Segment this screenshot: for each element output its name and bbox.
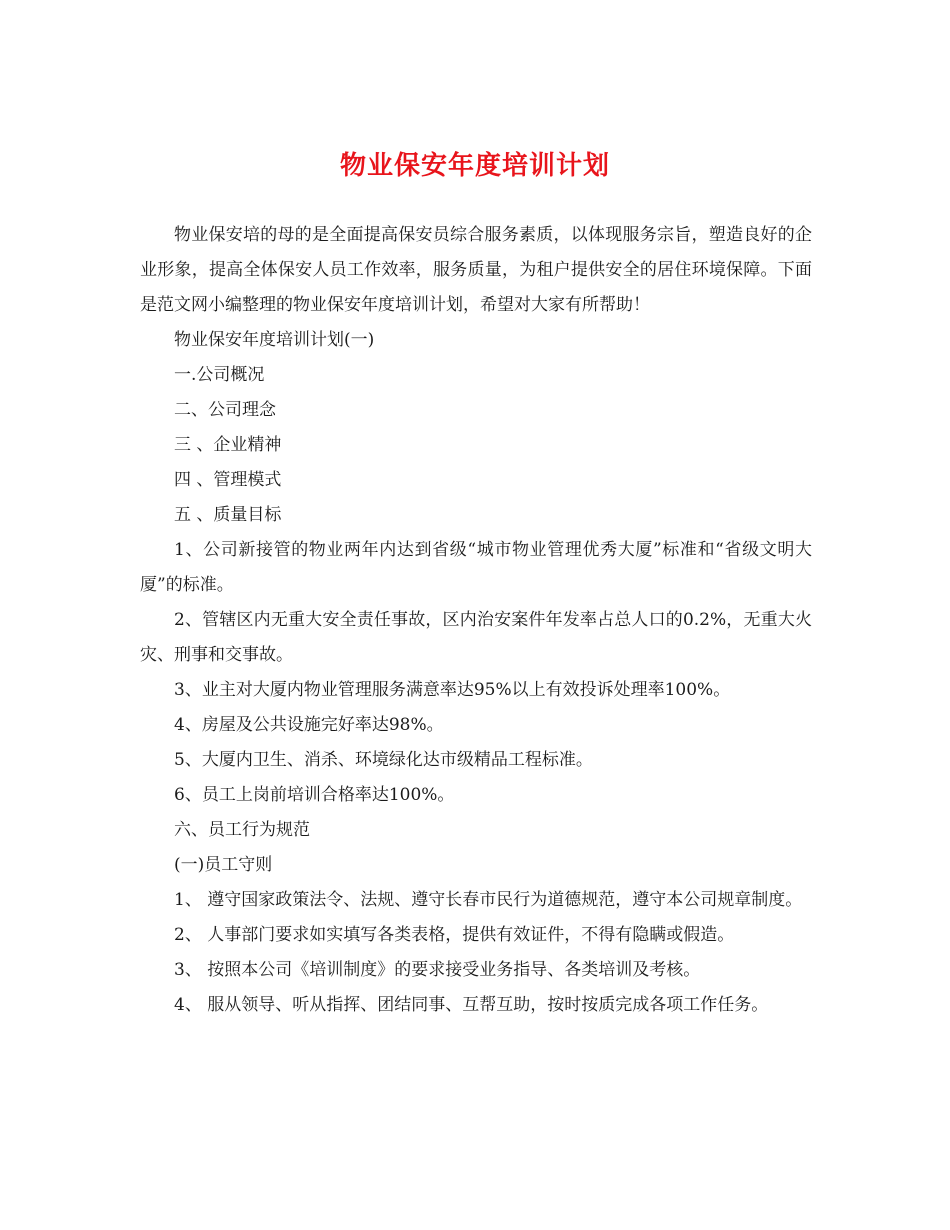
outline-item: 三 、企业精神 <box>174 435 282 455</box>
outline-item: 六、员工行为规范 <box>174 820 310 840</box>
rule-item: 3、 按照本公司《培训制度》的要求接受业务指导、各类培训及考核。 <box>174 960 701 980</box>
quality-goal-item: 2、管辖区内无重大安全责任事故，区内治安案件年发率占总人口的0.2%，无重大火灾、刑事和交事故。 <box>140 610 812 665</box>
quality-goal-item: 3、业主对大厦内物业管理服务满意率达95%以上有效投诉处理率100%。 <box>174 680 731 700</box>
document-title: 物业保安年度培训计划 <box>339 151 610 181</box>
outline-item: 二、公司理念 <box>174 400 276 420</box>
section-heading: 物业保安年度培训计划(一) <box>174 330 375 350</box>
quality-goal-item: 1、公司新接管的物业两年内达到省级“城市物业管理优秀大厦”标准和“省级文明大厦”的标准。 <box>140 540 812 595</box>
rule-item: 4、 服从领导、听从指挥、团结同事、互帮互助，按时按质完成各项工作任务。 <box>174 995 769 1015</box>
quality-goal-item: 4、房屋及公共设施完好率达98%。 <box>174 715 444 735</box>
rule-item: 1、 遵守国家政策法令、法规、遵守长春市民行为道德规范，遵守本公司规章制度。 <box>174 890 803 910</box>
sub-heading: (一)员工守则 <box>174 855 273 875</box>
document-body <box>140 218 812 1023</box>
rule-item: 2、 人事部门要求如实填写各类表格，提供有效证件，不得有隐瞒或假造。 <box>174 925 735 945</box>
quality-goal-item: 5、大厦内卫生、消杀、环境绿化达市级精品工程标准。 <box>174 750 593 770</box>
outline-item: 四 、管理模式 <box>174 470 282 490</box>
intro-paragraph: 物业保安培的母的是全面提高保安员综合服务素质，以体现服务宗旨，塑造良好的企业形象，提高全体保安人员工作效率，服务质量，为租户提供安全的居住环境保障。下面是范文网小编整理的物业保安年度培训计划，希望对大家有所帮助！ <box>140 225 812 315</box>
quality-goal-item: 6、员工上岗前培训合格率达100%。 <box>174 785 455 805</box>
outline-item: 五 、质量目标 <box>174 505 282 525</box>
outline-item: 一.公司概况 <box>174 365 265 385</box>
